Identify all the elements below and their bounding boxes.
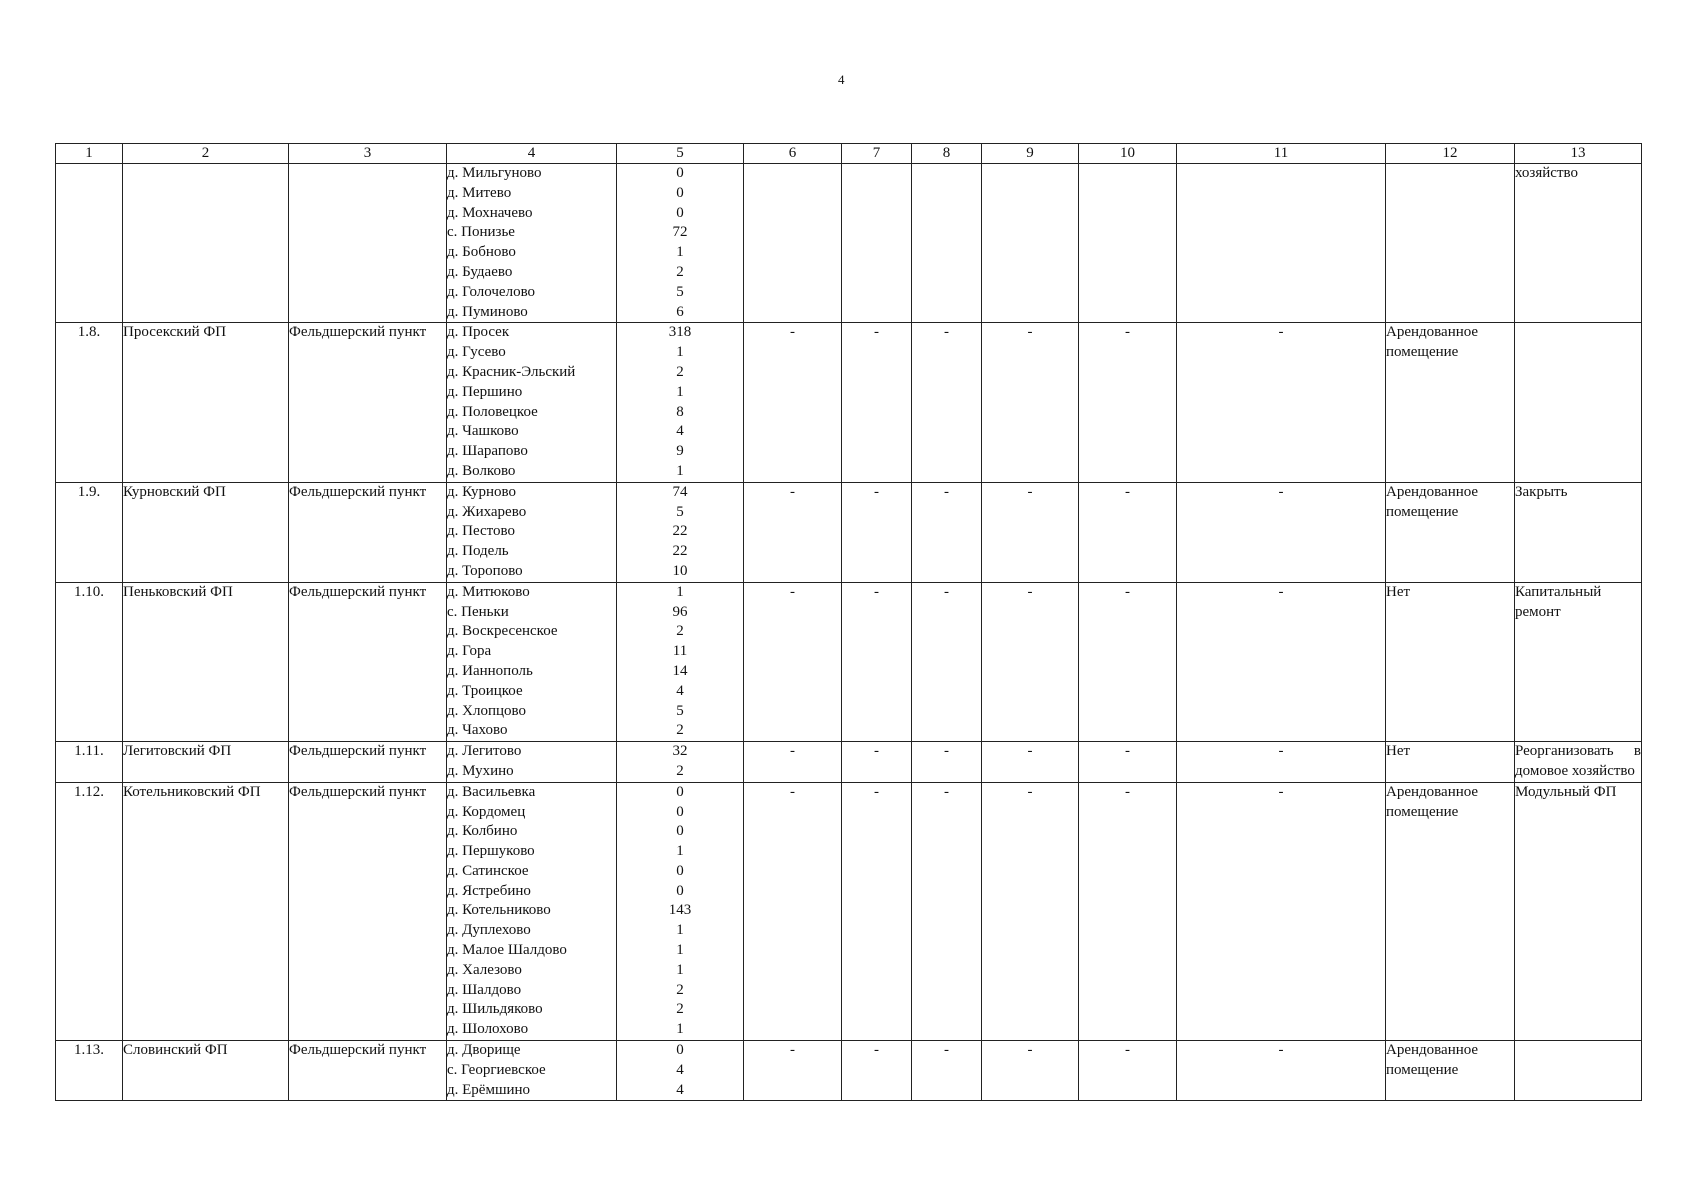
- dash-cell-c10: -: [1079, 782, 1177, 1040]
- village-name: д. Дворище: [447, 1042, 521, 1059]
- population-value: 318: [668, 324, 692, 341]
- population-value: 9: [676, 443, 684, 460]
- population-value: 14: [672, 662, 688, 679]
- table-body: [56, 164, 1642, 1101]
- population-value: 1: [676, 583, 684, 600]
- village-name: д. Просек: [447, 324, 510, 341]
- villages-cell: [447, 323, 617, 482]
- premises-cell: Нет: [1386, 742, 1515, 783]
- dash-cell-c8: -: [912, 1041, 982, 1101]
- premises-cell: [1386, 164, 1515, 323]
- population-value: 0: [676, 862, 684, 879]
- dash-cell-c11: [1177, 164, 1386, 323]
- population-value: 74: [672, 483, 688, 500]
- column-header-4: 4: [447, 144, 617, 164]
- village-name: д. Голочелово: [447, 283, 536, 300]
- facility-type-cell: Фельдшерский пункт: [289, 742, 447, 783]
- population-value: 4: [676, 1061, 684, 1078]
- column-header-2: 2: [123, 144, 289, 164]
- population-value: 6: [676, 303, 684, 320]
- dash-cell-c9: -: [982, 323, 1079, 482]
- decision-cell: Модульный ФП: [1515, 782, 1642, 1040]
- column-header-7: 7: [842, 144, 912, 164]
- row-number-cell: 1.8.: [56, 323, 123, 482]
- row-number-cell: [56, 164, 123, 323]
- village-name: д. Мухино: [447, 762, 514, 779]
- population-value: 32: [672, 743, 688, 760]
- dash-cell-c9: -: [982, 482, 1079, 582]
- facility-name-cell: Пеньковский ФП: [123, 582, 289, 741]
- village-name: д. Шарапово: [447, 443, 528, 460]
- dash-cell-c11: -: [1177, 323, 1386, 482]
- column-header-6: 6: [744, 144, 842, 164]
- population-value: 2: [676, 263, 684, 280]
- village-name: д. Волково: [447, 462, 516, 479]
- facility-type-cell: [289, 164, 447, 323]
- population-value: 2: [676, 623, 684, 640]
- population-value: 2: [676, 722, 684, 739]
- population-value: 5: [676, 503, 684, 520]
- population-value: 11: [672, 643, 688, 660]
- dash-cell-c10: -: [1079, 482, 1177, 582]
- population-value: 8: [676, 403, 684, 420]
- facility-type-cell: Фельдшерский пункт: [289, 582, 447, 741]
- population-value: 0: [676, 204, 684, 221]
- village-name: д. Митево: [447, 184, 512, 201]
- village-name: д. Першуково: [447, 843, 535, 860]
- village-name: д. Половецкое: [447, 403, 538, 420]
- row-number-cell: 1.10.: [56, 582, 123, 741]
- village-name: д. Воскресенское: [447, 623, 558, 640]
- column-header-10: 10: [1079, 144, 1177, 164]
- dash-cell-c6: -: [744, 782, 842, 1040]
- dash-cell-c8: [912, 164, 982, 323]
- decision-cell: [1515, 323, 1642, 482]
- population-value: 1: [676, 462, 684, 479]
- population-value: 1: [676, 961, 684, 978]
- village-name: д. Дуплехово: [447, 922, 531, 939]
- population-value: 1: [676, 843, 684, 860]
- village-name: д. Пестово: [447, 523, 515, 540]
- population-value: 0: [676, 165, 684, 181]
- village-name: д. Бобново: [447, 244, 516, 261]
- village-name: д. Ерёмшино: [447, 1081, 531, 1098]
- dash-cell-c7: -: [842, 742, 912, 783]
- table-row: [56, 782, 1642, 1040]
- dash-cell-c7: -: [842, 782, 912, 1040]
- village-name: д. Шильдяково: [447, 1001, 543, 1018]
- dash-cell-c8: -: [912, 742, 982, 783]
- village-name: д. Малое Шалдово: [447, 942, 567, 959]
- village-name: д. Красник-Эльский: [447, 363, 576, 380]
- column-header-3: 3: [289, 144, 447, 164]
- facility-name-cell: Легитовский ФП: [123, 742, 289, 783]
- facility-name-cell: Котельниковский ФП: [123, 782, 289, 1040]
- population-value: 0: [676, 783, 684, 800]
- population-value: 0: [676, 803, 684, 820]
- table-row: [56, 164, 1642, 323]
- facility-type-cell: Фельдшерский пункт: [289, 482, 447, 582]
- decision-cell: хозяйство: [1515, 164, 1642, 323]
- population-value: 1: [676, 244, 684, 261]
- village-name: с. Пеньки: [447, 603, 509, 620]
- column-header-1: 1: [56, 144, 123, 164]
- village-name: д. Легитово: [447, 743, 522, 760]
- dash-cell-c9: -: [982, 742, 1079, 783]
- population-value: 0: [676, 882, 684, 899]
- row-number-cell: 1.11.: [56, 742, 123, 783]
- dash-cell-c6: [744, 164, 842, 323]
- table-row: [56, 323, 1642, 482]
- village-name: д. Троицкое: [447, 682, 523, 699]
- population-value: 2: [676, 363, 684, 380]
- dash-cell-c9: -: [982, 1041, 1079, 1101]
- population-value: 0: [676, 823, 684, 840]
- village-name: д. Сатинское: [447, 862, 529, 879]
- village-name: с. Георгиевское: [447, 1061, 546, 1078]
- villages-cell: [447, 582, 617, 741]
- population-value: 1: [676, 344, 684, 361]
- village-name: д. Хлопцово: [447, 702, 526, 719]
- premises-cell: Арендованное помещение: [1386, 323, 1515, 482]
- village-name: д. Гора: [447, 643, 492, 660]
- population-value: 5: [676, 283, 684, 300]
- village-name: д. Мохначево: [447, 204, 533, 221]
- dash-cell-c9: [982, 164, 1079, 323]
- villages-cell: [447, 482, 617, 582]
- dash-cell-c8: -: [912, 482, 982, 582]
- village-name: д. Гусево: [447, 344, 506, 361]
- facility-type-cell: Фельдшерский пункт: [289, 323, 447, 482]
- dash-cell-c11: -: [1177, 782, 1386, 1040]
- dash-cell-c6: -: [744, 1041, 842, 1101]
- dash-cell-c7: -: [842, 1041, 912, 1101]
- dash-cell-c7: -: [842, 323, 912, 482]
- facility-type-cell: Фельдшерский пункт: [289, 782, 447, 1040]
- facilities-table: [55, 143, 1642, 1101]
- population-value: 22: [672, 543, 688, 560]
- village-name: д. Халезово: [447, 961, 522, 978]
- column-header-11: 11: [1177, 144, 1386, 164]
- village-name: д. Шалдово: [447, 981, 522, 998]
- dash-cell-c7: -: [842, 482, 912, 582]
- dash-cell-c11: -: [1177, 582, 1386, 741]
- population-cell: [617, 164, 744, 323]
- population-value: 72: [672, 224, 688, 241]
- dash-cell-c9: -: [982, 582, 1079, 741]
- dash-cell-c7: -: [842, 582, 912, 741]
- population-value: 1: [676, 1021, 684, 1038]
- row-number-cell: 1.12.: [56, 782, 123, 1040]
- village-name: д. Торопово: [447, 562, 523, 579]
- village-name: д. Шолохово: [447, 1021, 529, 1038]
- column-header-13: 13: [1515, 144, 1642, 164]
- dash-cell-c10: -: [1079, 323, 1177, 482]
- village-name: д. Першино: [447, 383, 523, 400]
- village-name: д. Жихарево: [447, 503, 527, 520]
- village-name: д. Чахово: [447, 722, 508, 739]
- population-value: 0: [676, 1042, 684, 1059]
- population-value: 2: [676, 762, 684, 779]
- header-row: [56, 144, 1642, 164]
- dash-cell-c9: -: [982, 782, 1079, 1040]
- population-value: 2: [676, 1001, 684, 1018]
- population-cell: [617, 323, 744, 482]
- village-name: д. Чашково: [447, 423, 519, 440]
- dash-cell-c8: -: [912, 582, 982, 741]
- table-row: [56, 482, 1642, 582]
- village-name: д. Курново: [447, 483, 517, 500]
- population-cell: [617, 1041, 744, 1101]
- row-number-cell: 1.9.: [56, 482, 123, 582]
- population-value: 2: [676, 981, 684, 998]
- dash-cell-c11: -: [1177, 482, 1386, 582]
- population-value: 143: [668, 902, 692, 919]
- dash-cell-c6: -: [744, 582, 842, 741]
- page-number: 4: [838, 72, 845, 87]
- population-value: 4: [676, 682, 684, 699]
- population-cell: [617, 782, 744, 1040]
- village-name: д. Мильгуново: [447, 165, 542, 181]
- villages-cell: [447, 164, 617, 323]
- dash-cell-c10: [1079, 164, 1177, 323]
- facility-name-cell: Словинский ФП: [123, 1041, 289, 1101]
- village-name: д. Васильевка: [447, 783, 536, 800]
- village-name: д. Кордомец: [447, 803, 526, 820]
- village-name: д. Митюково: [447, 583, 530, 600]
- village-name: д. Ианнополь: [447, 662, 533, 679]
- dash-cell-c11: -: [1177, 742, 1386, 783]
- premises-cell: Арендованное помещение: [1386, 782, 1515, 1040]
- village-name: д. Пуминово: [447, 303, 528, 320]
- column-header-12: 12: [1386, 144, 1515, 164]
- facility-type-cell: Фельдшерский пункт: [289, 1041, 447, 1101]
- population-value: 5: [676, 702, 684, 719]
- facility-name-cell: Курновский ФП: [123, 482, 289, 582]
- population-value: 1: [676, 922, 684, 939]
- population-value: 22: [672, 523, 688, 540]
- column-header-9: 9: [982, 144, 1079, 164]
- population-cell: [617, 482, 744, 582]
- row-number-cell: 1.13.: [56, 1041, 123, 1101]
- dash-cell-c6: -: [744, 323, 842, 482]
- dash-cell-c6: -: [744, 742, 842, 783]
- population-value: 96: [672, 603, 688, 620]
- decision-cell: Закрыть: [1515, 482, 1642, 582]
- dash-cell-c7: [842, 164, 912, 323]
- table-row: [56, 582, 1642, 741]
- dash-cell-c6: -: [744, 482, 842, 582]
- population-value: 1: [676, 942, 684, 959]
- population-value: 1: [676, 383, 684, 400]
- decision-cell: [1515, 1041, 1642, 1101]
- premises-cell: Арендованное помещение: [1386, 1041, 1515, 1101]
- decision-cell: Капитальный ремонт: [1515, 582, 1642, 741]
- village-name: д. Ястребино: [447, 882, 531, 899]
- table-row: [56, 742, 1642, 783]
- villages-cell: [447, 782, 617, 1040]
- population-value: 0: [676, 184, 684, 201]
- population-value: 4: [676, 1081, 684, 1098]
- column-header-8: 8: [912, 144, 982, 164]
- dash-cell-c10: -: [1079, 742, 1177, 783]
- population-cell: [617, 582, 744, 741]
- village-name: д. Колбино: [447, 823, 518, 840]
- population-value: 10: [672, 562, 688, 579]
- decision-cell: Реорганизовать в домовое хозяйство: [1515, 742, 1642, 783]
- premises-cell: Арендованное помещение: [1386, 482, 1515, 582]
- population-value: 4: [676, 423, 684, 440]
- table-row: [56, 1041, 1642, 1101]
- dash-cell-c11: -: [1177, 1041, 1386, 1101]
- dash-cell-c10: -: [1079, 582, 1177, 741]
- premises-cell: Нет: [1386, 582, 1515, 741]
- village-name: д. Будаево: [447, 263, 513, 280]
- population-cell: [617, 742, 744, 783]
- villages-cell: [447, 742, 617, 783]
- dash-cell-c8: -: [912, 782, 982, 1040]
- dash-cell-c10: -: [1079, 1041, 1177, 1101]
- village-name: д. Котельниково: [447, 902, 551, 919]
- village-name: д. Подель: [447, 543, 509, 560]
- facility-name-cell: Просекский ФП: [123, 323, 289, 482]
- village-name: с. Понизье: [447, 224, 515, 241]
- dash-cell-c8: -: [912, 323, 982, 482]
- facility-name-cell: [123, 164, 289, 323]
- villages-cell: [447, 1041, 617, 1101]
- column-header-5: 5: [617, 144, 744, 164]
